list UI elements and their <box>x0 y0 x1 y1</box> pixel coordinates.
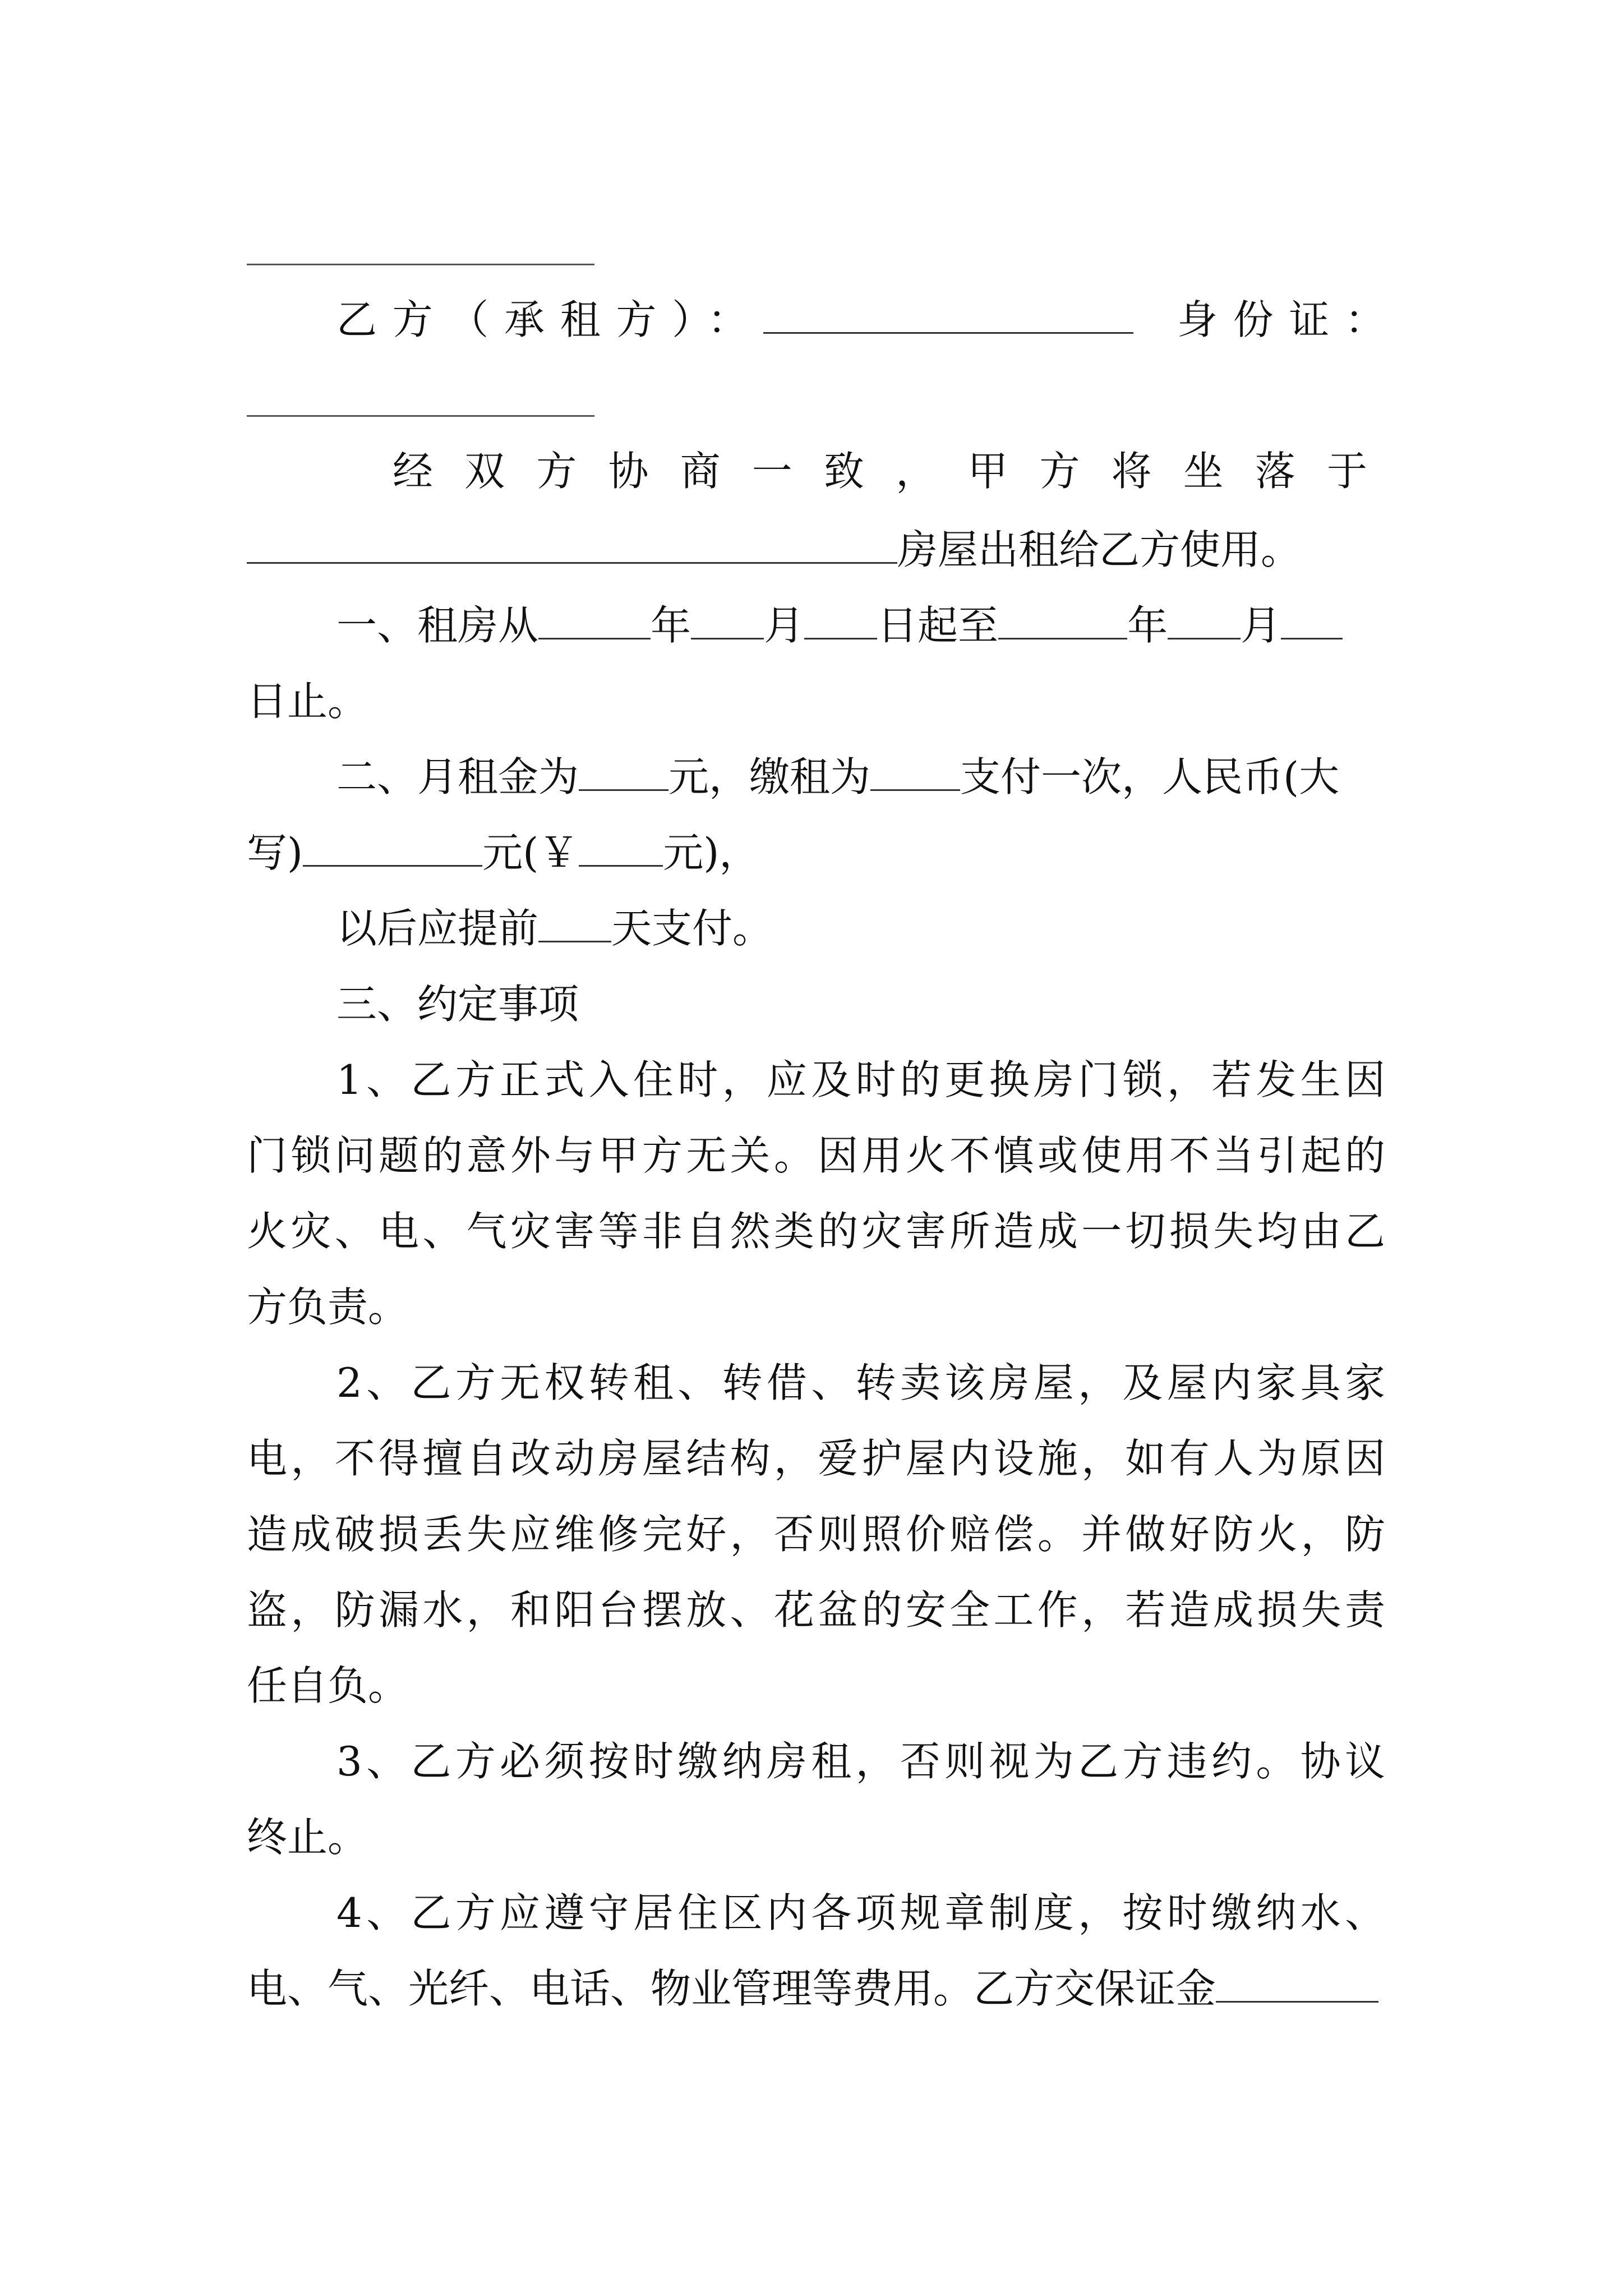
amount-figure-end: 元)， <box>663 829 760 876</box>
section-3-title <box>336 976 1385 1032</box>
clause-1-year-2: 年 <box>1127 602 1168 649</box>
deposit-blank <box>1216 1964 1378 2003</box>
clause-1-line-2 <box>247 673 1385 729</box>
item-3-text-1: 3、乙方必须按时缴纳房租，否则视为乙方违约。协议 <box>336 1738 1385 1785</box>
item-2-line-5 <box>247 1658 1385 1714</box>
clause-1-month: 月 <box>764 602 805 649</box>
payment-cycle-label: 元，缴租为 <box>668 753 871 800</box>
monthly-rent-blank <box>579 752 668 791</box>
item-4-text-1: 4、乙方应遵守居住区内各项规章制度，按时缴纳水、 <box>336 1889 1385 1936</box>
start-day-blank <box>804 601 877 639</box>
advance-label: 以后应提前 <box>336 905 539 952</box>
start-month-blank <box>691 601 764 639</box>
item-3-line-1 <box>336 1733 1385 1789</box>
intro-text-2: 房屋出租给乙方使用。 <box>897 526 1302 573</box>
item-2-line-3 <box>247 1506 1385 1562</box>
clause-1-prefix: 一、租房从 <box>336 602 539 649</box>
item-2-text-5: 任自负。 <box>247 1662 409 1709</box>
section-3-title-text: 三、约定事项 <box>336 981 579 1028</box>
item-1-line-1 <box>336 1052 1385 1108</box>
advance-end: 天支付。 <box>611 905 773 952</box>
item-4-line-1 <box>336 1885 1385 1941</box>
end-day-blank <box>1281 601 1343 639</box>
amount-words-blank <box>303 828 482 867</box>
id-card-label: 身份证： <box>1161 296 1385 343</box>
payment-cycle-blank <box>870 752 960 791</box>
amount-figure-blank <box>579 828 663 867</box>
item-3-line-2 <box>247 1809 1385 1865</box>
blank-line-top <box>247 264 594 265</box>
intro-text-1: 经双方协商一致，甲方将坐落于 <box>393 448 1385 495</box>
amount-words-label: 写) <box>247 829 303 876</box>
clause-2-line-3 <box>336 900 1385 956</box>
item-4-text-2: 电、气、光纤、电话、物业管理等费用。乙方交保证金 <box>247 1965 1216 2012</box>
clause-1-line-1 <box>336 597 1385 654</box>
item-1-text-1: 1、乙方正式入住时，应及时的更换房门锁，若发生因 <box>336 1056 1385 1103</box>
item-4-line-2 <box>247 1961 1385 2017</box>
item-3-text-2: 终止。 <box>247 1814 368 1861</box>
end-month-blank <box>1168 601 1241 639</box>
item-1-text-3: 火灾、电、气灾害等非自然类的灾害所造成一切损失均由乙 <box>247 1208 1385 1255</box>
end-year-blank <box>998 601 1127 639</box>
item-1-text-4: 方负责。 <box>247 1283 409 1331</box>
advance-days-blank <box>538 904 611 942</box>
party-b-line <box>336 292 1385 348</box>
id-card-blank <box>247 415 594 417</box>
item-2-line-1 <box>336 1355 1385 1411</box>
item-2-text-4: 盗，防漏水，和阳台摆放、花盆的安全工作，若造成损失责 <box>247 1586 1385 1634</box>
clause-1-day-from: 日起至 <box>877 602 999 649</box>
item-1-line-3 <box>247 1203 1385 1259</box>
clause-1-month-2: 月 <box>1241 602 1281 649</box>
item-2-text-2: 电，不得擅自改动房屋结构，爱护屋内设施，如有人为原因 <box>247 1435 1385 1482</box>
party-b-name-blank <box>763 295 1133 334</box>
rmb-label: 支付一次，人民币(大 <box>960 753 1340 800</box>
intro-line-1 <box>393 443 1385 499</box>
item-2-line-2 <box>247 1430 1385 1487</box>
clause-1-end: 日止。 <box>247 678 368 725</box>
item-1-line-4 <box>247 1279 1385 1335</box>
item-2-text-3: 造成破损丢失应维修完好，否则照价赔偿。并做好防火，防 <box>247 1511 1385 1558</box>
monthly-rent-label: 二、月租金为 <box>336 753 579 800</box>
clause-2-line-1 <box>336 749 1385 805</box>
clause-1-year: 年 <box>651 602 691 649</box>
clause-2-line-2 <box>247 825 1385 881</box>
item-1-text-2: 门锁问题的意外与甲方无关。因用火不慎或使用不当引起的 <box>247 1132 1385 1179</box>
item-1-line-2 <box>247 1128 1385 1184</box>
item-2-line-4 <box>247 1582 1385 1638</box>
intro-line-2 <box>247 522 1385 578</box>
address-blank <box>247 525 897 564</box>
amount-figure-label: 元(￥ <box>482 829 579 876</box>
party-b-label: 乙方（承租方）： <box>336 296 764 343</box>
start-year-blank <box>538 601 651 639</box>
item-2-text-1: 2、乙方无权转租、转借、转卖该房屋，及屋内家具家 <box>336 1359 1385 1406</box>
